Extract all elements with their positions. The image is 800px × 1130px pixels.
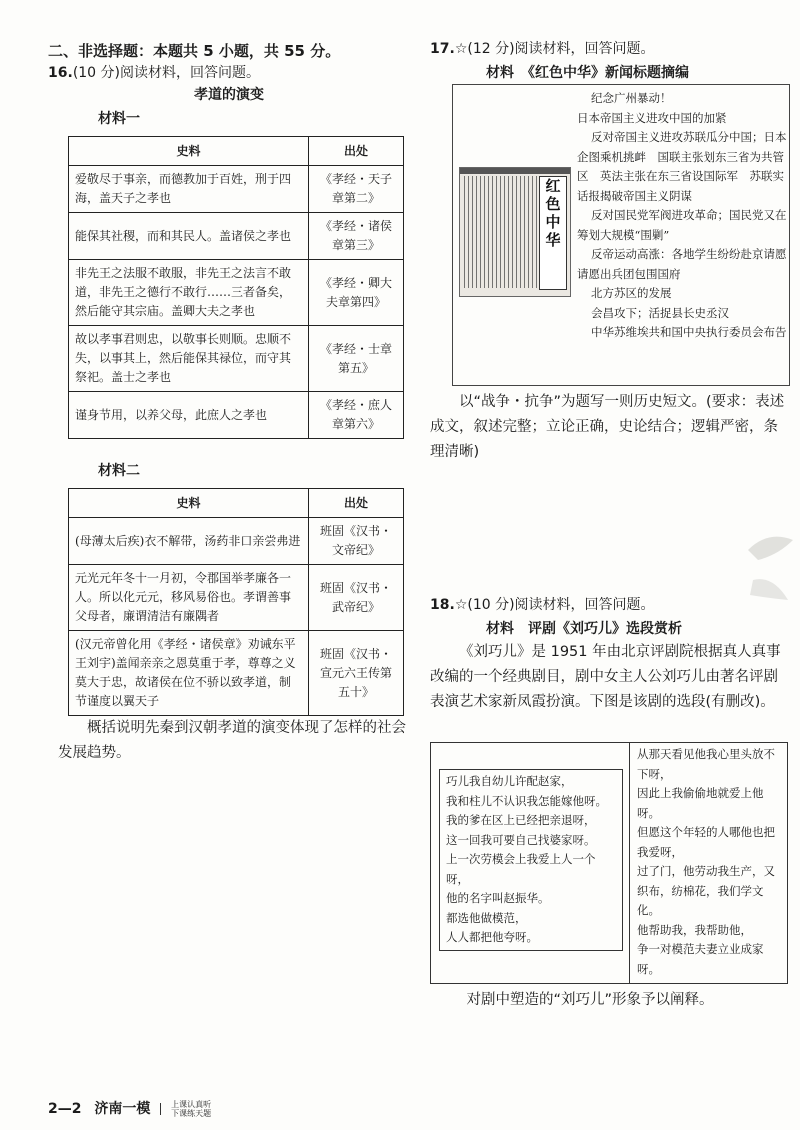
headline-item: 反对国民党军阀进攻革命；国民党又在筹划大规模“围剿” [577, 208, 787, 242]
material2-table [68, 488, 404, 716]
q18-points: ☆(10 分)阅读材料，回答问题。 [454, 597, 655, 613]
q17-material-title: 材料 《红色中华》新闻标题摘编 [486, 65, 689, 81]
q17-prompt: 以“战争・抗争”为题写一则历史短文。(要求：表述成文，叙述完整；立论正确，史论结合；逻辑严密，条理清晰) [430, 394, 785, 460]
table-cell-source: 《孝经・卿大夫章第四》 [309, 260, 404, 326]
slogan-bottom: 下课练天题 [171, 1109, 212, 1118]
headline-item: 中华苏维埃共和国中央执行委员会布告 [591, 325, 787, 339]
lyric-line: 巧儿我自幼儿许配赵家， [446, 774, 573, 788]
lyric-line: 但愿这个年轻的人哪他也把我爱呀， [637, 825, 775, 859]
table-cell-text: 能保其社稷，而和其民人。盖诸侯之孝也 [69, 213, 309, 260]
table-row [69, 166, 404, 213]
table-cell-source: 《孝经・天子章第二》 [309, 166, 404, 213]
brush-stroke-decoration [738, 520, 798, 630]
lyric-line: 这一回我可要自己找婆家呀。 [446, 832, 596, 847]
q18-prompt: 对剧中塑造的“刘巧儿”形象予以阐释。 [466, 992, 714, 1008]
lyric-line: 人人都把他夸呀。 [446, 930, 538, 944]
q16-number: 16. [48, 65, 73, 81]
q16-material2-label: 材料二 [98, 463, 140, 479]
lyric-line: 都选他做模范， [446, 910, 527, 925]
table-row [69, 631, 404, 716]
table-cell-source: 班固《汉书・宣元六王传第五十》 [309, 631, 404, 716]
table-cell-text: (母薄太后疾)衣不解带，汤药非口亲尝弗进 [69, 518, 309, 565]
q16-table2 [68, 488, 404, 716]
table-row [69, 392, 404, 439]
table-row [69, 260, 404, 326]
lyric-line: 争一对模范夫妻立业成家呀。 [637, 942, 764, 976]
lyric-line: 从那天看见他我心里头放不下呀， [637, 747, 775, 781]
headline-item: 北方苏区的发展 [591, 286, 672, 300]
table-cell-text: 爱敬尽于事亲，而德教加于百姓，刑于四海，盖天子之孝也 [69, 166, 309, 213]
headline-item: 反帝运动高涨：各地学生纷纷赴京请愿 请愿出兵团包围国府 [577, 247, 798, 281]
table-row [69, 565, 404, 631]
table-cell-source: 班固《汉书・武帝纪》 [309, 565, 404, 631]
lyric-line: 他的名字叫赵振华。 [446, 891, 550, 905]
table-cell-source: 《孝经・士章第五》 [309, 326, 404, 392]
footer-slogan [171, 1100, 211, 1118]
material1-table [68, 136, 404, 439]
q16-table1 [68, 136, 404, 439]
opera-column-divider [629, 743, 630, 983]
q16-points: (10 分)阅读材料，回答问题。 [72, 65, 261, 81]
lyric-line: 因此上我偷偷地就爱上他呀。 [637, 786, 764, 820]
newspaper-columns [464, 176, 538, 288]
table-cell-text: (汉元帝曾化用《孝经・诸侯章》劝诫东平王刘宇)盖闻亲亲之恩莫重于孝，尊尊之义莫大于忠，故诸侯在位不骄以致孝道，制节谨度以翼天子 [69, 631, 309, 716]
footer-divider [160, 1103, 161, 1115]
table-cell-text: 元光元年冬十一月初，令郡国举孝廉各一人。所以化元元，移风易俗也。孝谓善事父母者，廉谓清洁有廉隅者 [69, 565, 309, 631]
q16-heading [48, 62, 260, 82]
headline-list [577, 89, 798, 343]
headline-item: 纪念广州暴动！ [591, 91, 672, 105]
table1-header-source: 史料 [69, 137, 309, 166]
q18-heading [430, 594, 655, 614]
q17-points: ☆(12 分)阅读材料，回答问题。 [454, 41, 655, 57]
page-footer [48, 1098, 211, 1118]
lyric-line: 我和柱儿不认识我怎能嫁他呀。 [446, 793, 607, 808]
section-title: 二、非选择题：本题共 5 小题，共 55 分。 [48, 42, 341, 60]
newspaper-top-rule [460, 168, 570, 174]
table1-header-origin: 出处 [309, 137, 404, 166]
table-row [69, 213, 404, 260]
table-cell-text: 故以孝事君则忠，以敬事长则顺。忠顺不失，以事其上，然后能保其禄位，而守其祭祀。盖士之孝也 [69, 326, 309, 392]
lyrics-left [446, 772, 618, 948]
q17-heading [430, 38, 655, 58]
q16-title: 孝道的演变 [194, 87, 264, 103]
page-number: 2—2 [48, 1101, 82, 1117]
lyric-line: 我的爹在区上已经把亲退呀， [446, 813, 596, 827]
newspaper-image [459, 167, 571, 297]
lyric-line: 过了门，他劳动我生产，又织布，纺棉花，我们学文化。 [637, 864, 775, 917]
table-row [69, 326, 404, 392]
headline-item: 反对帝国主义进攻苏联瓜分中国；日本企图乘机挑衅 国联主张划东三省为共管区 英法主张在东三省设国际军 苏联实话报揭破帝国主义阴谋 [577, 130, 787, 203]
table-row [69, 518, 404, 565]
table-cell-text: 非先王之法服不敢服，非先王之法言不敢道，非先王之德行不敢行……三者备矣，然后能守其宗庙。盖卿大夫之孝也 [69, 260, 309, 326]
q18-number: 18. [430, 597, 455, 613]
slogan-top: 上课认真听 [171, 1100, 212, 1109]
lyrics-right [637, 745, 785, 979]
headline-item: 日本帝国主义进攻中国的加紧 [577, 110, 727, 125]
table2-header-source: 史料 [69, 489, 309, 518]
headline-item: 会昌攻下；活捉县长史丞汉 [591, 305, 729, 320]
table-cell-source: 《孝经・诸侯章第三》 [309, 213, 404, 260]
q16-prompt: 概括说明先秦到汉朝孝道的演变体现了怎样的社会发展趋势。 [58, 720, 406, 761]
table-cell-source: 《孝经・庶人章第六》 [309, 392, 404, 439]
q16-material1-label: 材料一 [98, 111, 140, 127]
opera-lyrics-figure [430, 742, 788, 984]
book-name: 济南一模 [94, 1101, 151, 1117]
newspaper-masthead: 红色中华 [539, 176, 567, 290]
lyric-line: 上一次劳模会上我爱上人一个呀， [446, 852, 596, 886]
table-cell-source: 班固《汉书・文帝纪》 [309, 518, 404, 565]
opera-lyrics-inner-frame [439, 769, 623, 951]
newspaper-figure [452, 84, 798, 386]
q17-number: 17. [430, 41, 455, 57]
table2-header-origin: 出处 [309, 489, 404, 518]
q18-material-title: 材料 评剧《刘巧儿》选段赏析 [486, 621, 682, 637]
table-cell-text: 谨身节用，以养父母，此庶人之孝也 [69, 392, 309, 439]
q18-intro: 《刘巧儿》是 1951 年由北京评剧院根据真人真事改编的一个经典剧目，剧中女主人公刘巧儿由著名评剧表演艺术家新凤霞扮演。下图是该剧的选段(有删改)。 [430, 644, 781, 710]
lyric-line: 他帮助我，我帮助他， [637, 922, 752, 937]
